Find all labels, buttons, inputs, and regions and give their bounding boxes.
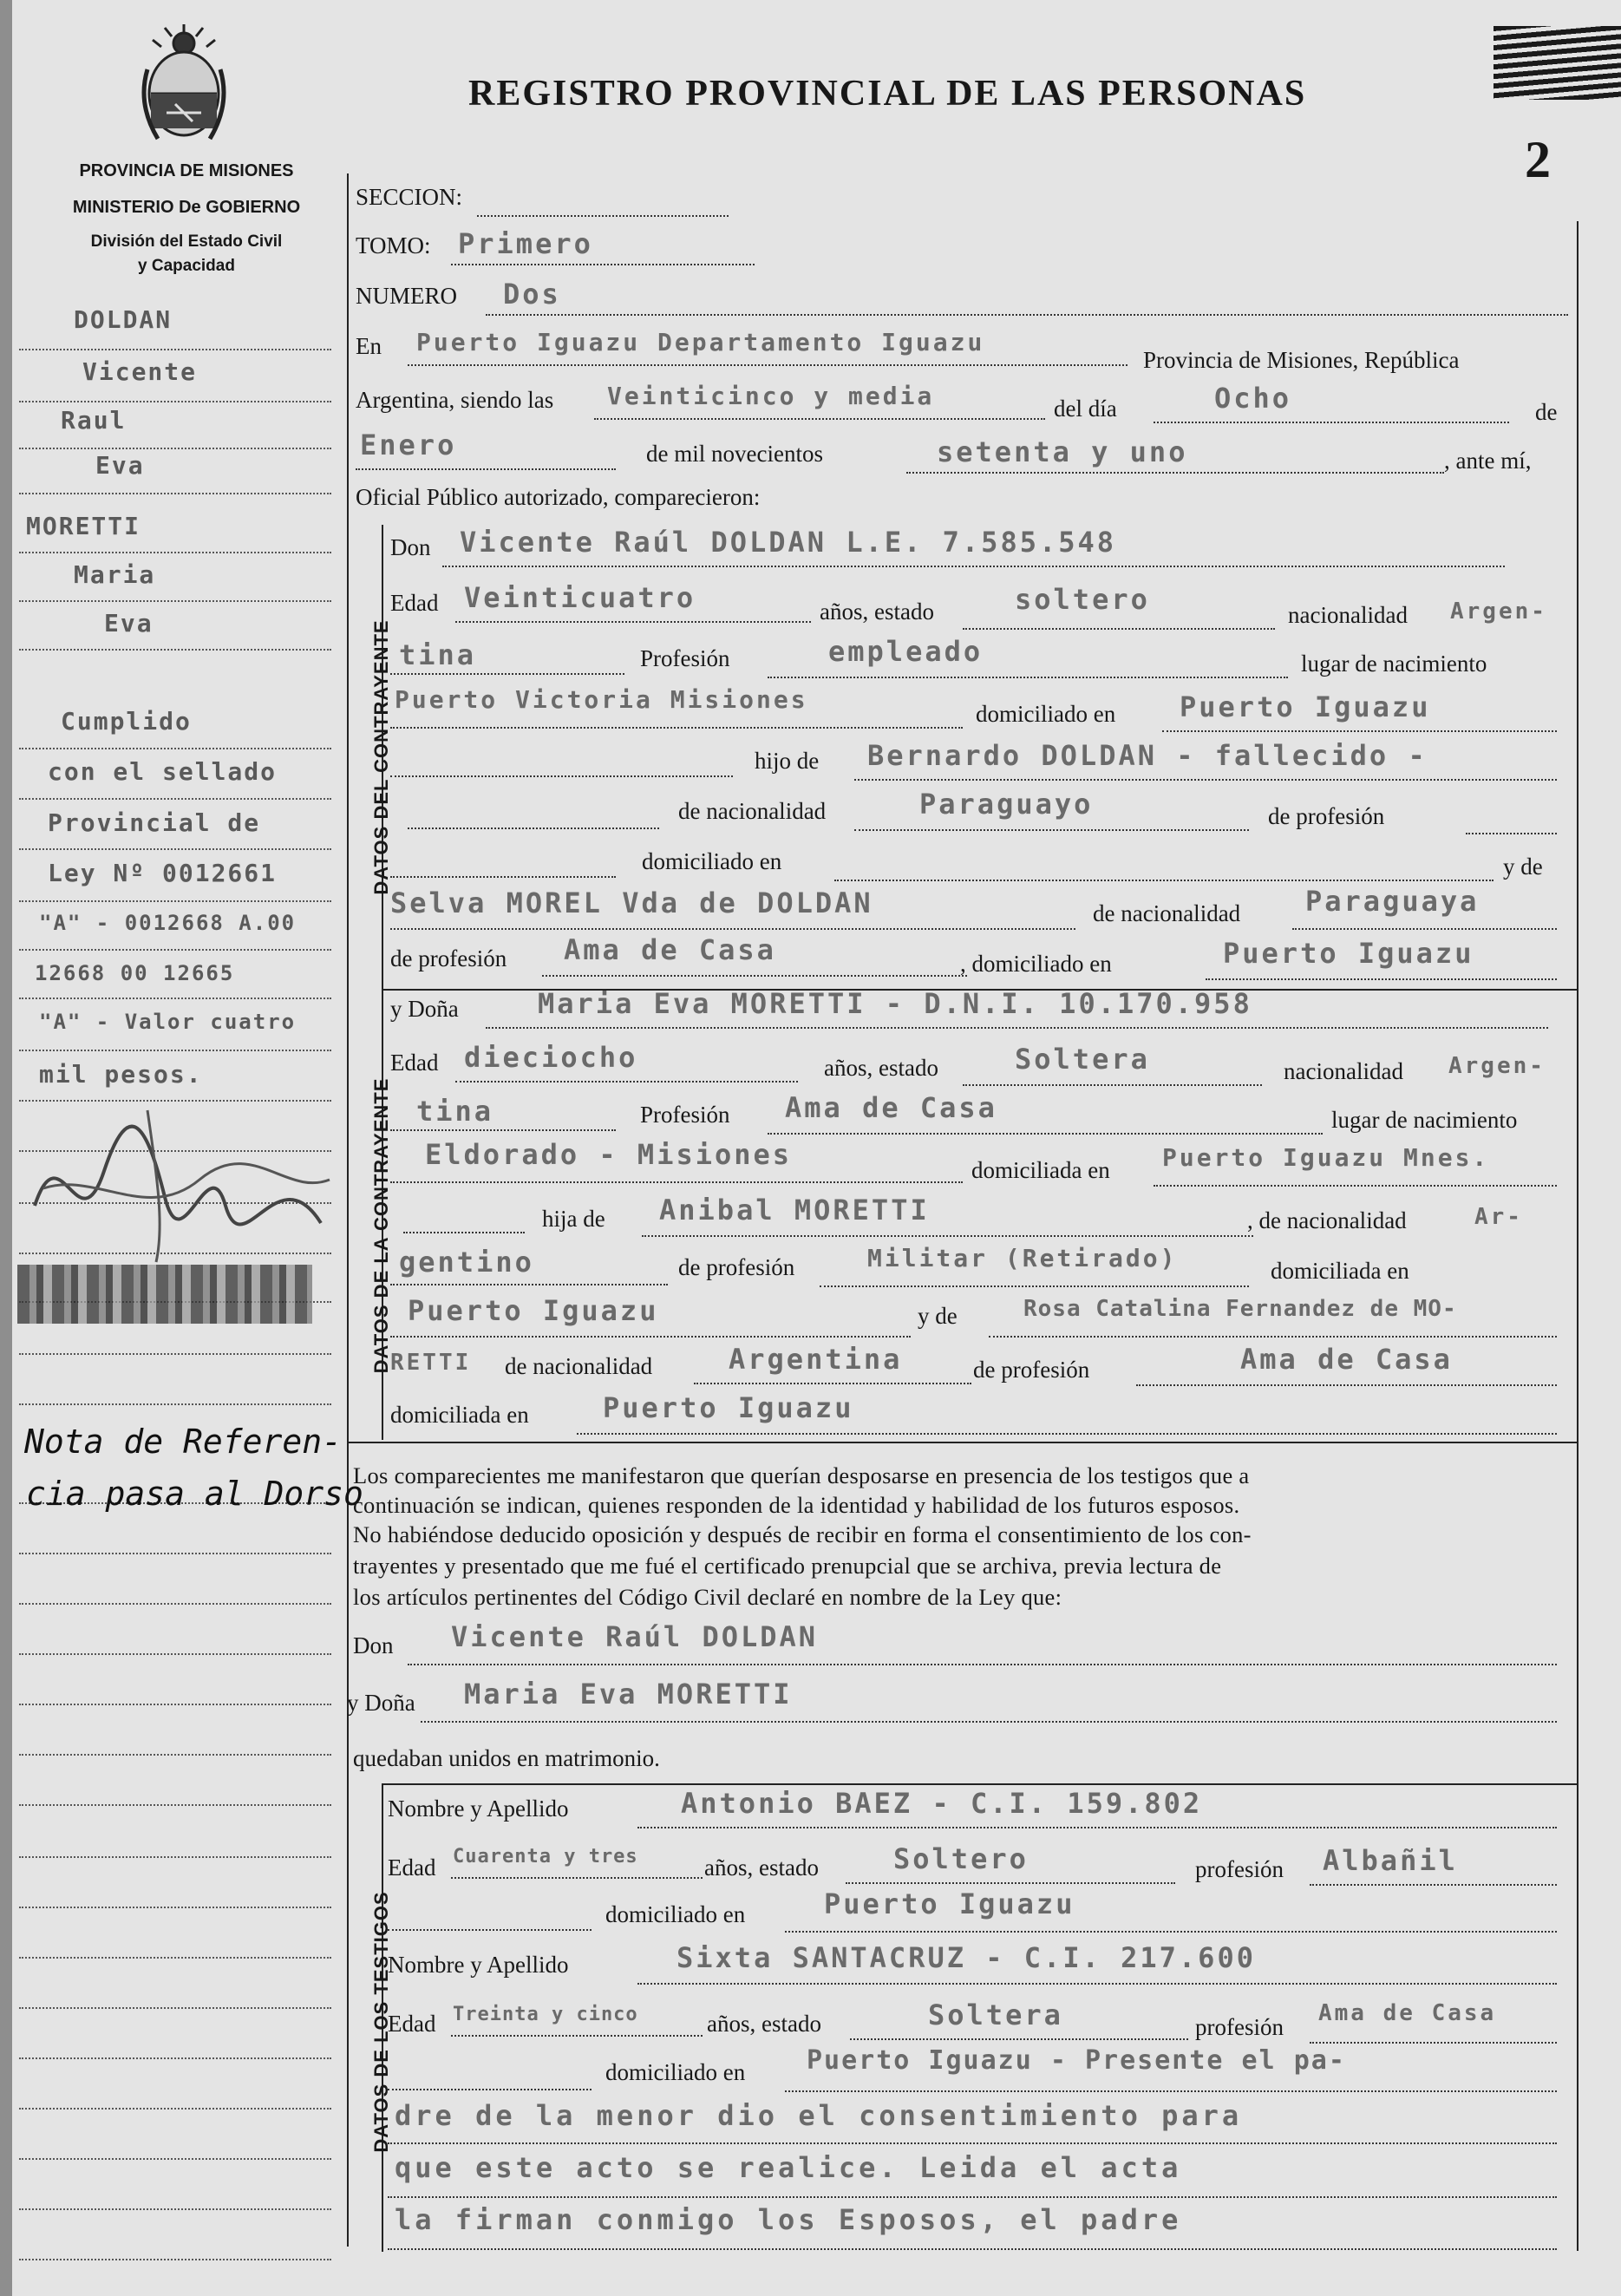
anios-estado-label: años, estado — [824, 1055, 938, 1081]
contrayenta-estado-field: Soltera — [1015, 1043, 1150, 1076]
padre-nacionalidad-cont: gentino — [399, 1246, 534, 1279]
margin-note: MORETTI — [26, 512, 141, 540]
contrayente-name-field: Vicente Raúl DOLDAN L.E. 7.585.548 — [460, 526, 1117, 559]
anios-estado-label: años, estado — [704, 1854, 819, 1881]
corner-stamp — [1494, 26, 1621, 100]
contrayenta-nacionalidad-cont: tina — [416, 1095, 494, 1128]
dia-field: Ocho — [1214, 382, 1292, 415]
numero-label: NUMERO — [356, 283, 458, 309]
margin-note: Eva — [95, 451, 145, 480]
body-paragraph-line: No habiéndose deducido oposición y después de recibir en forma el consentimiento de los con- — [353, 1521, 1252, 1547]
madre-contrayenta-field: Rosa Catalina Fernandez de MO- — [1023, 1296, 1457, 1322]
padre-contrayente-field: Bernardo DOLDAN - fallecido - — [867, 739, 1428, 772]
domiciliada-label: domiciliada en — [971, 1157, 1110, 1183]
testigo-1-edad-field: Cuarenta y tres — [453, 1846, 638, 1868]
form-right-border — [1577, 221, 1579, 2251]
de-text: de — [1535, 399, 1558, 425]
margin-note: Vicente — [82, 357, 198, 386]
contrayenta-lugar-nacimiento-field: Eldorado - Misiones — [425, 1138, 793, 1171]
madre-domicilio-field: Puerto Iguazu — [1223, 937, 1474, 970]
hija-de-label: hija de — [542, 1206, 605, 1232]
margin-note: Provincial de — [48, 808, 261, 837]
ministry-name: MINISTERIO De GOBIERNO — [72, 198, 301, 217]
body-paragraph-line: Los comparecientes me manifestaron que querían desposarse en presencia de los testigos que a — [353, 1462, 1250, 1488]
lugar-field: Puerto Iguazu Departamento Iguazu — [416, 328, 985, 357]
del-dia-text: del día — [1054, 396, 1117, 422]
provincia-text: Provincia de Misiones, República — [1143, 347, 1460, 373]
madre-domicilio-field: Puerto Iguazu — [603, 1391, 854, 1424]
nombre-apellido-label: Nombre y Apellido — [388, 1952, 569, 1978]
esposa-name-field: Maria Eva MORETTI — [464, 1678, 793, 1711]
testigo-1-estado-field: Soltero — [893, 1842, 1029, 1875]
madre-profesion-field: Ama de Casa — [564, 933, 776, 966]
page-number: 2 — [1525, 131, 1551, 188]
profesion-label: profesión — [1195, 2014, 1284, 2040]
smudged-stamp — [17, 1265, 312, 1324]
lugar-nacimiento-label: lugar de nacimiento — [1331, 1107, 1518, 1133]
domiciliado-label: , domiciliado en — [960, 951, 1112, 977]
contrayenta-nacionalidad-field: Argen- — [1448, 1053, 1546, 1079]
madre-nacionalidad-field: Argentina — [729, 1343, 903, 1376]
de-nacionalidad-label: , de nacionalidad — [1247, 1207, 1407, 1233]
tomo-field: Primero — [458, 227, 593, 260]
form-left-border — [347, 173, 349, 2247]
padre-nacionalidad-field: Ar- — [1474, 1204, 1523, 1230]
contrayenta-domicilio-field: Puerto Iguazu Mnes. — [1162, 1143, 1490, 1172]
annotation-line: que este acto se realice. Leida el acta — [395, 2151, 1182, 2184]
body-paragraph-line: los artículos pertinentes del Código Civil declaré en nombre de la Ley que: — [353, 1584, 1062, 1610]
en-label: En — [356, 333, 382, 359]
lugar-nacimiento-label: lugar de nacimiento — [1301, 651, 1487, 677]
y-de-label: y de — [1503, 854, 1543, 880]
nombre-apellido-label: Nombre y Apellido — [388, 1796, 569, 1822]
madre-contrayente-field: Selva MOREL Vda de DOLDAN — [390, 886, 873, 919]
testigo-2-name-field: Sixta SANTACRUZ - C.I. 217.600 — [677, 1941, 1256, 1974]
testigo-1-name-field: Antonio BAEZ - C.I. 159.802 — [681, 1787, 1203, 1820]
tomo-label: TOMO: — [356, 232, 431, 258]
contrayente-edad-field: Veinticuatro — [464, 581, 696, 614]
padre-nacionalidad-field: Paraguayo — [919, 788, 1094, 821]
contrayenta-profesion-field: Ama de Casa — [785, 1091, 997, 1124]
section-divider — [347, 1442, 1577, 1443]
dona-label: y Doña — [390, 996, 459, 1022]
reference-note: cia pasa al Dorso — [26, 1475, 363, 1513]
contrayente-domicilio-field: Puerto Iguazu — [1180, 690, 1431, 723]
contrayente-side-label: DATOS DEL CONTRAYENTE — [370, 619, 392, 895]
esposo-name-field: Vicente Raúl DOLDAN — [451, 1620, 819, 1653]
margin-note: DOLDAN — [74, 305, 173, 334]
domiciliado-label: domiciliado en — [605, 2059, 746, 2085]
margin-note: Cumplido — [61, 707, 192, 736]
contrayenta-name-field: Maria Eva MORETTI - D.N.I. 10.170.958 — [538, 987, 1252, 1020]
margin-note: Raul — [61, 406, 127, 435]
margin-note: Eva — [104, 609, 154, 638]
contrayente-nacionalidad-field: Argen- — [1450, 599, 1547, 625]
margin-note: con el sellado — [48, 757, 278, 786]
coat-of-arms-emblem — [132, 17, 236, 147]
anio-field: setenta y uno — [937, 435, 1188, 468]
annotation-line: la firman conmigo los Esposos, el padre — [395, 2203, 1182, 2236]
body-paragraph-line: continuación se indican, quienes responden de la identidad y habilidad de los futuros esposos. — [353, 1492, 1240, 1518]
reference-note: Nota de Referen- — [24, 1423, 343, 1461]
testigo-2-profesion-field: Ama de Casa — [1318, 2000, 1497, 2026]
contrayente-lugar-nacimiento-field: Puerto Victoria Misiones — [395, 685, 808, 714]
annotation-line: dre de la menor dio el consentimiento para — [395, 2099, 1243, 2132]
padre-contrayenta-field: Anibal MORETTI — [659, 1194, 930, 1226]
contrayente-estado-field: soltero — [1015, 583, 1150, 616]
de-profesion-label: de profesión — [678, 1254, 795, 1280]
division-name: División del Estado Civil — [90, 232, 283, 251]
ante-mi-text: , ante mí, — [1444, 448, 1532, 474]
domiciliada-label: domiciliada en — [1271, 1258, 1409, 1284]
contrayenta-edad-field: dieciocho — [464, 1041, 638, 1074]
margin-note: "A" - Valor cuatro — [39, 1010, 297, 1034]
domiciliado-label: domiciliado en — [642, 848, 782, 874]
margin-note: "A" - 0012668 A.00 — [39, 911, 297, 935]
scan-edge — [0, 0, 12, 2296]
seccion-label: SECCION: — [356, 184, 463, 210]
margin-signature — [26, 1093, 338, 1266]
nacionalidad-label: nacionalidad — [1284, 1058, 1403, 1084]
de-mil-text: de mil novecientos — [646, 441, 823, 467]
hora-field: Veinticinco y media — [607, 382, 935, 410]
edad-label: Edad — [390, 1050, 439, 1076]
contrayente-nacionalidad-cont: tina — [399, 638, 477, 671]
de-nacionalidad-label: de nacionalidad — [678, 798, 827, 824]
contrayente-f-side-label: DATOS DE LA CONTRAYENTE — [370, 1077, 392, 1374]
testigos-side-label: DATOS DE LOS TESTIGOS — [370, 1891, 392, 2153]
don-label: Don — [390, 534, 431, 560]
quedaban-text: quedaban unidos en matrimonio. — [353, 1745, 660, 1771]
testigo-2-edad-field: Treinta y cinco — [453, 2004, 638, 2025]
profesion-label: Profesión — [640, 1102, 730, 1128]
testigo-1-profesion-field: Albañil — [1323, 1844, 1458, 1877]
y-de-label: y de — [918, 1303, 958, 1329]
oficial-text: Oficial Público autorizado, comparecieron: — [356, 484, 761, 510]
document-title: REGISTRO PROVINCIAL DE LAS PERSONAS — [468, 74, 1307, 114]
profesion-label: profesión — [1195, 1856, 1284, 1882]
padre-domicilio-field: Puerto Iguazu — [408, 1294, 659, 1327]
testigo-2-domicilio-field: Puerto Iguazu - Presente el pa- — [807, 2045, 1346, 2076]
de-profesion-label: de profesión — [390, 945, 507, 971]
edad-label: Edad — [388, 1854, 436, 1881]
argentina-text: Argentina, siendo las — [356, 387, 554, 413]
madre-contrayenta-cont: RETTI — [390, 1350, 472, 1376]
domiciliado-label: domiciliado en — [605, 1901, 746, 1927]
edad-label: Edad — [388, 2011, 436, 2037]
nacionalidad-label: nacionalidad — [1288, 602, 1408, 628]
dona-label: y Doña — [347, 1690, 415, 1716]
division-name-2: y Capacidad — [138, 257, 235, 275]
profesion-label: Profesión — [640, 645, 730, 671]
padre-profesion-field: Militar (Retirado) — [867, 1244, 1178, 1272]
de-nacionalidad-label: de nacionalidad — [505, 1353, 653, 1379]
section-divider — [382, 1783, 1577, 1785]
testigo-1-domicilio-field: Puerto Iguazu — [824, 1887, 1075, 1920]
testigo-2-estado-field: Soltera — [928, 1998, 1063, 2031]
de-profesion-label: de profesión — [1268, 803, 1385, 829]
don-label: Don — [353, 1632, 394, 1658]
de-profesion-label: de profesión — [973, 1357, 1090, 1383]
margin-note: mil pesos. — [39, 1060, 203, 1089]
margin-note: Ley Nº 0012661 — [48, 859, 278, 887]
madre-nacionalidad-field: Paraguaya — [1305, 885, 1480, 918]
anios-estado-label: años, estado — [707, 2011, 821, 2037]
hijo-de-label: hijo de — [755, 748, 820, 774]
edad-label: Edad — [390, 590, 439, 616]
anios-estado-label: años, estado — [820, 599, 934, 625]
de-nacionalidad-label: de nacionalidad — [1093, 900, 1241, 926]
mes-field: Enero — [360, 428, 457, 461]
numero-field: Dos — [503, 278, 561, 311]
margin-note: 12668 00 12665 — [35, 961, 235, 985]
madre-profesion-field: Ama de Casa — [1240, 1343, 1453, 1376]
body-paragraph-line: trayentes y presentado que me fué el certificado prenupcial que se archiva, previa lectura de — [353, 1553, 1222, 1579]
domiciliado-label: domiciliado en — [976, 701, 1116, 727]
contrayente-profesion-field: empleado — [828, 635, 984, 668]
domiciliada-label: domiciliada en — [390, 1402, 529, 1428]
province-name: PROVINCIA DE MISIONES — [79, 161, 294, 180]
margin-note: Maria — [74, 560, 156, 589]
